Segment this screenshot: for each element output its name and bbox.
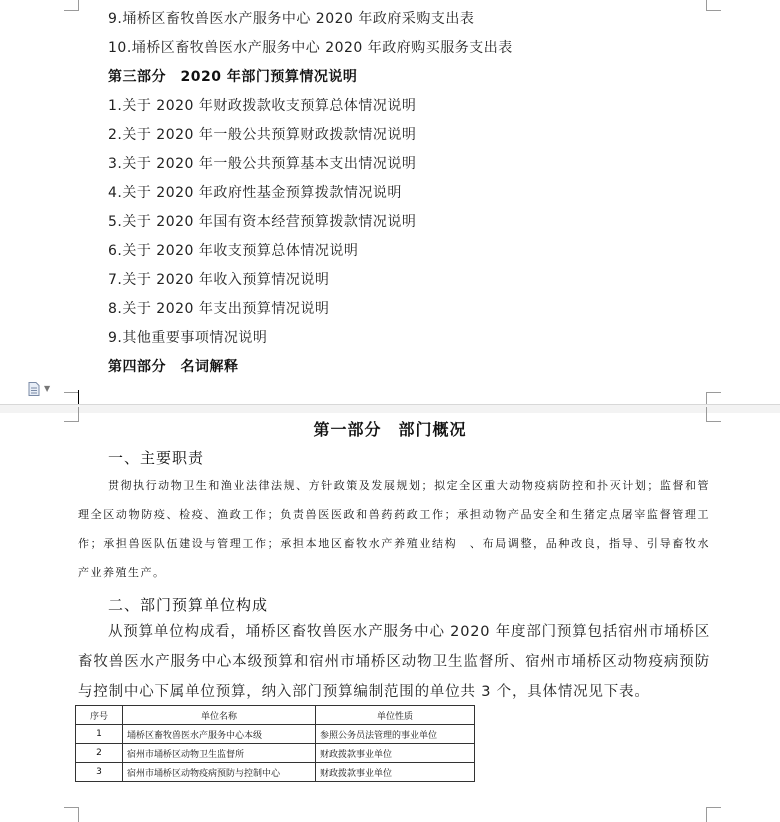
table-cell: 宿州市埇桥区动物疫病预防与控制中心 — [123, 763, 316, 782]
column-header: 单位名称 — [123, 706, 316, 725]
toc-item: 8.关于 2020 年支出预算情况说明 — [108, 301, 330, 317]
toc-part4-heading: 第四部分 名词解释 — [108, 359, 239, 375]
table-cell: 财政拨款事业单位 — [316, 763, 475, 782]
duties-paragraph: 贯彻执行动物卫生和渔业法律法规、方针政策及发展规划；拟定全区重大动物疫病防控和扑灭计划；监督和管理全区动物防疫、检疫、渔政工作；负责兽医医政和兽药药政工作；承担动物产品安全和生猪定点屠宰监督管理工作；承担兽医队伍建设与管理工作；承担本地区畜牧水产养殖业结构 、布局调整，品种改良，指导、引导畜牧水产业养殖生产。 — [78, 479, 710, 579]
table-header-row — [76, 706, 475, 725]
table-row — [76, 763, 475, 782]
page-1 — [0, 0, 780, 404]
table-cell: 2 — [76, 744, 123, 763]
toc-item: 4.关于 2020 年政府性基金预算拨款情况说明 — [108, 185, 402, 201]
table-row — [76, 744, 475, 763]
toc-item: 7.关于 2020 年收入预算情况说明 — [108, 272, 330, 288]
toc-item: 10.埇桥区畜牧兽医水产服务中心 2020 年政府购买服务支出表 — [108, 40, 513, 56]
toc-item: 3.关于 2020 年一般公共预算基本支出情况说明 — [108, 156, 417, 172]
heading-unit-composition: 二、部门预算单位构成 — [108, 596, 269, 614]
table-row — [76, 725, 475, 744]
column-header: 序号 — [76, 706, 123, 725]
toc-item: 2.关于 2020 年一般公共预算财政拨款情况说明 — [108, 127, 417, 143]
table-cell: 财政拨款事业单位 — [316, 744, 475, 763]
toc-item: 1.关于 2020 年财政拨款收支预算总体情况说明 — [108, 98, 417, 114]
table-cell: 3 — [76, 763, 123, 782]
crop-mark — [64, 0, 79, 11]
crop-mark — [64, 807, 79, 822]
table-cell: 1 — [76, 725, 123, 744]
toc-item: 5.关于 2020 年国有资本经营预算拨款情况说明 — [108, 214, 417, 230]
crop-mark — [706, 807, 721, 822]
toc-item: 9.埇桥区畜牧兽医水产服务中心 2020 年政府采购支出表 — [108, 11, 475, 27]
units-table — [75, 705, 475, 782]
table-cell: 埇桥区畜牧兽医水产服务中心本级 — [123, 725, 316, 744]
section-title: 第一部分 部门概况 — [313, 420, 467, 439]
composition-paragraph: 从预算单位构成看，埇桥区畜牧兽医水产服务中心 2020 年度部门预算包括宿州市埇桥区畜牧兽医水产服务中心本级预算和宿州市埇桥区动物卫生监督所、宿州市埇桥区动物疫病预防与控制中心下属单位预算，纳入部门预算编制范围的单位共 3 个，具体情况见下表。 — [78, 624, 710, 700]
text-cursor — [78, 390, 79, 404]
page-2 — [0, 413, 780, 816]
crop-mark — [706, 0, 721, 11]
table-cell: 参照公务员法管理的事业单位 — [316, 725, 475, 744]
chevron-down-icon[interactable]: ▼ — [44, 384, 51, 393]
table-cell: 宿州市埇桥区动物卫生监督所 — [123, 744, 316, 763]
heading-main-duties: 一、主要职责 — [108, 449, 205, 467]
column-header: 单位性质 — [316, 706, 475, 725]
toc-part3-heading: 第三部分 2020 年部门预算情况说明 — [108, 69, 358, 85]
toc-item: 9.其他重要事项情况说明 — [108, 330, 268, 346]
toc-item: 6.关于 2020 年收支预算总体情况说明 — [108, 243, 359, 259]
paste-options-icon[interactable] — [28, 382, 40, 396]
